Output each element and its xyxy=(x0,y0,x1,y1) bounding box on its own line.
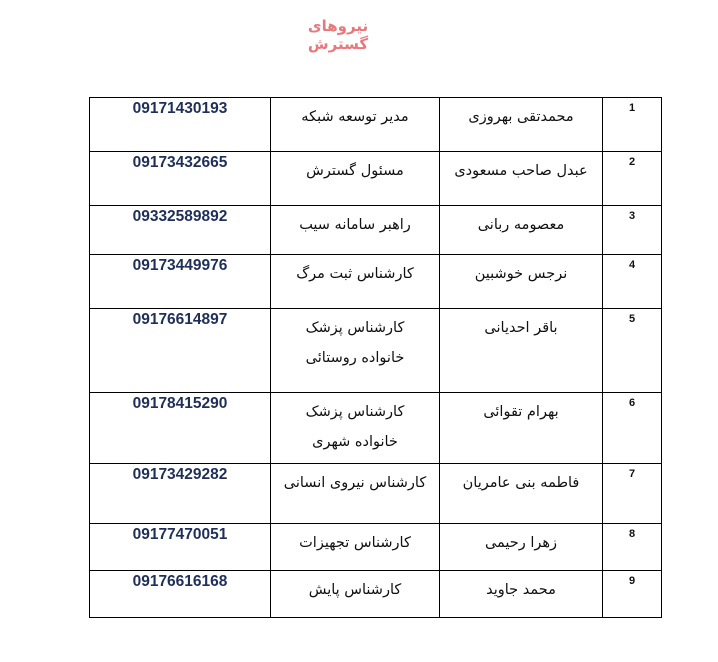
table-row xyxy=(90,255,662,309)
phone-cell: 09178415290 xyxy=(90,393,271,464)
phone-cell: 09177470051 xyxy=(90,524,271,571)
table-row xyxy=(90,309,662,393)
row-number: 8 xyxy=(603,524,662,571)
table-row xyxy=(90,152,662,206)
row-number: 7 xyxy=(603,464,662,524)
name-cell: بهرام تقوائی xyxy=(440,393,603,464)
role-cell xyxy=(271,464,440,524)
role-line: مسئول گسترش xyxy=(306,163,404,179)
role-line: کارشناس پزشک xyxy=(305,404,405,420)
name-cell: محمد جاوید xyxy=(440,571,603,618)
name-cell: زهرا رحیمی xyxy=(440,524,603,571)
staff-table-body xyxy=(90,98,662,618)
role-line: خانواده روستائی xyxy=(305,350,405,366)
page-title: نیروهای گسترش xyxy=(307,17,369,53)
role-cell xyxy=(271,152,440,206)
role-line: خانواده شهری xyxy=(312,434,398,450)
table-row xyxy=(90,98,662,152)
name-cell: معصومه ربانی xyxy=(440,206,603,255)
role-line: کارشناس تجهیزات xyxy=(299,535,411,551)
phone-cell: 09176614897 xyxy=(90,309,271,393)
phone-cell: 09173432665 xyxy=(90,152,271,206)
row-number: 5 xyxy=(603,309,662,393)
name-cell: محمدتقی بهروزی xyxy=(440,98,603,152)
phone-cell: 09173449976 xyxy=(90,255,271,309)
row-number: 6 xyxy=(603,393,662,464)
table-row xyxy=(90,464,662,524)
table-row xyxy=(90,393,662,464)
role-line: کارشناس پزشک xyxy=(305,320,405,336)
role-cell xyxy=(271,206,440,255)
table-row xyxy=(90,206,662,255)
phone-cell: 09173429282 xyxy=(90,464,271,524)
row-number: 2 xyxy=(603,152,662,206)
role-cell xyxy=(271,571,440,618)
row-number: 3 xyxy=(603,206,662,255)
role-cell xyxy=(271,98,440,152)
role-line: کارشناس نیروی انسانی xyxy=(283,475,427,491)
table-row xyxy=(90,571,662,618)
role-cell xyxy=(271,309,440,393)
row-number: 4 xyxy=(603,255,662,309)
role-cell xyxy=(271,255,440,309)
role-cell xyxy=(271,393,440,464)
row-number: 9 xyxy=(603,571,662,618)
role-line: کارشناس پایش xyxy=(308,582,402,598)
role-cell xyxy=(271,524,440,571)
name-cell: نرجس خوشبین xyxy=(440,255,603,309)
name-cell: عبدل صاحب مسعودی xyxy=(440,152,603,206)
role-line: راهبر سامانه سیب xyxy=(299,217,411,233)
name-cell: باقر احدیانی xyxy=(440,309,603,393)
phone-cell: 09176616168 xyxy=(90,571,271,618)
row-number: 1 xyxy=(603,98,662,152)
name-cell: فاطمه بنی عامریان xyxy=(440,464,603,524)
staff-contact-table xyxy=(89,97,662,618)
table-row xyxy=(90,524,662,571)
phone-cell: 09171430193 xyxy=(90,98,271,152)
phone-cell: 09332589892 xyxy=(90,206,271,255)
role-line: کارشناس ثبت مرگ xyxy=(296,266,414,282)
role-line: مدیر توسعه شبکه xyxy=(301,109,409,125)
